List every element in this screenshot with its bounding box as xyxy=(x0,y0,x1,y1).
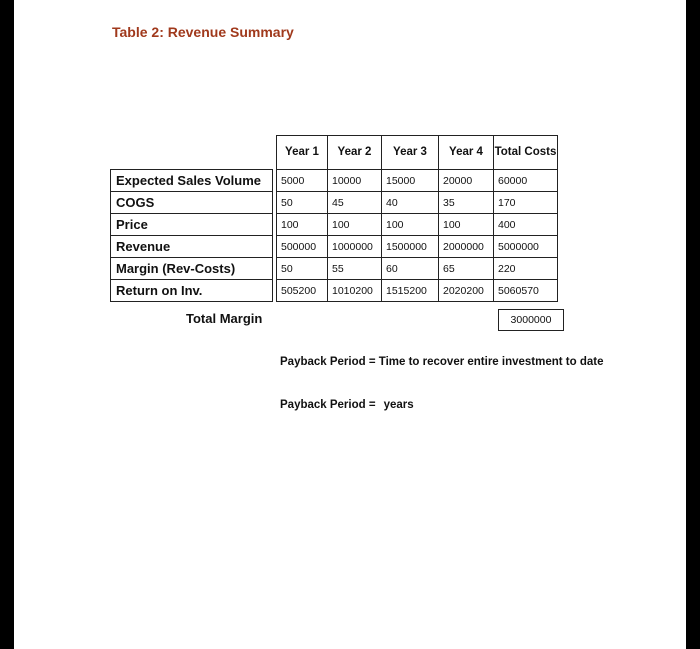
table-cell: 1515200 xyxy=(382,280,439,302)
table-cell: 50 xyxy=(277,258,328,280)
payback-period-label: Payback Period = xyxy=(280,399,376,411)
table-cell: 1000000 xyxy=(328,236,382,258)
table-cell: 65 xyxy=(439,258,494,280)
row-label: Revenue xyxy=(111,236,273,258)
table-row xyxy=(111,236,273,258)
table-cell: 15000 xyxy=(382,170,439,192)
total-margin-label: Total Margin xyxy=(186,311,263,326)
row-label: Margin (Rev-Costs) xyxy=(111,258,273,280)
table-cell: 400 xyxy=(494,214,558,236)
table-cell: 55 xyxy=(328,258,382,280)
header-row xyxy=(277,136,558,170)
revenue-table xyxy=(276,135,558,302)
payback-period-line xyxy=(280,399,414,411)
total-margin-value: 3000000 xyxy=(498,309,564,331)
table-cell: 1500000 xyxy=(382,236,439,258)
document-page xyxy=(14,0,686,649)
table-row xyxy=(111,258,273,280)
table-cell: 1010200 xyxy=(328,280,382,302)
column-header-year-1: Year 1 xyxy=(277,136,328,170)
table-cell: 100 xyxy=(277,214,328,236)
table-cell: 50 xyxy=(277,192,328,214)
table-title: Table 2: Revenue Summary xyxy=(112,24,294,40)
row-label: Return on Inv. xyxy=(111,280,273,302)
table-cell: 10000 xyxy=(328,170,382,192)
table-cell: 2020200 xyxy=(439,280,494,302)
table-cell: 60 xyxy=(382,258,439,280)
table-cell: 5000 xyxy=(277,170,328,192)
table-row xyxy=(277,258,558,280)
table-row xyxy=(277,192,558,214)
table-cell: 35 xyxy=(439,192,494,214)
row-label: Price xyxy=(111,214,273,236)
column-header-total: Total Costs xyxy=(494,136,558,170)
table-cell: 505200 xyxy=(277,280,328,302)
table-cell: 170 xyxy=(494,192,558,214)
table-row xyxy=(277,214,558,236)
table-cell: 100 xyxy=(328,214,382,236)
table-cell: 60000 xyxy=(494,170,558,192)
column-header-year-4: Year 4 xyxy=(439,136,494,170)
table-row xyxy=(277,170,558,192)
table-cell: 5000000 xyxy=(494,236,558,258)
table-cell: 500000 xyxy=(277,236,328,258)
table-row xyxy=(111,170,273,192)
table-cell: 45 xyxy=(328,192,382,214)
table-cell: 220 xyxy=(494,258,558,280)
row-label: COGS xyxy=(111,192,273,214)
table-row xyxy=(277,236,558,258)
table-row xyxy=(111,214,273,236)
row-labels xyxy=(110,169,273,302)
table-cell: 20000 xyxy=(439,170,494,192)
payback-definition: Payback Period = Time to recover entire investment to date xyxy=(280,356,604,368)
payback-period-unit: years xyxy=(383,399,414,411)
column-header-year-3: Year 3 xyxy=(382,136,439,170)
table-row xyxy=(277,280,558,302)
table-cell: 5060570 xyxy=(494,280,558,302)
table-cell: 2000000 xyxy=(439,236,494,258)
table-row xyxy=(111,280,273,302)
table-row xyxy=(111,192,273,214)
table-cell: 100 xyxy=(439,214,494,236)
row-label: Expected Sales Volume xyxy=(111,170,273,192)
table-cell: 100 xyxy=(382,214,439,236)
table-cell: 40 xyxy=(382,192,439,214)
column-header-year-2: Year 2 xyxy=(328,136,382,170)
